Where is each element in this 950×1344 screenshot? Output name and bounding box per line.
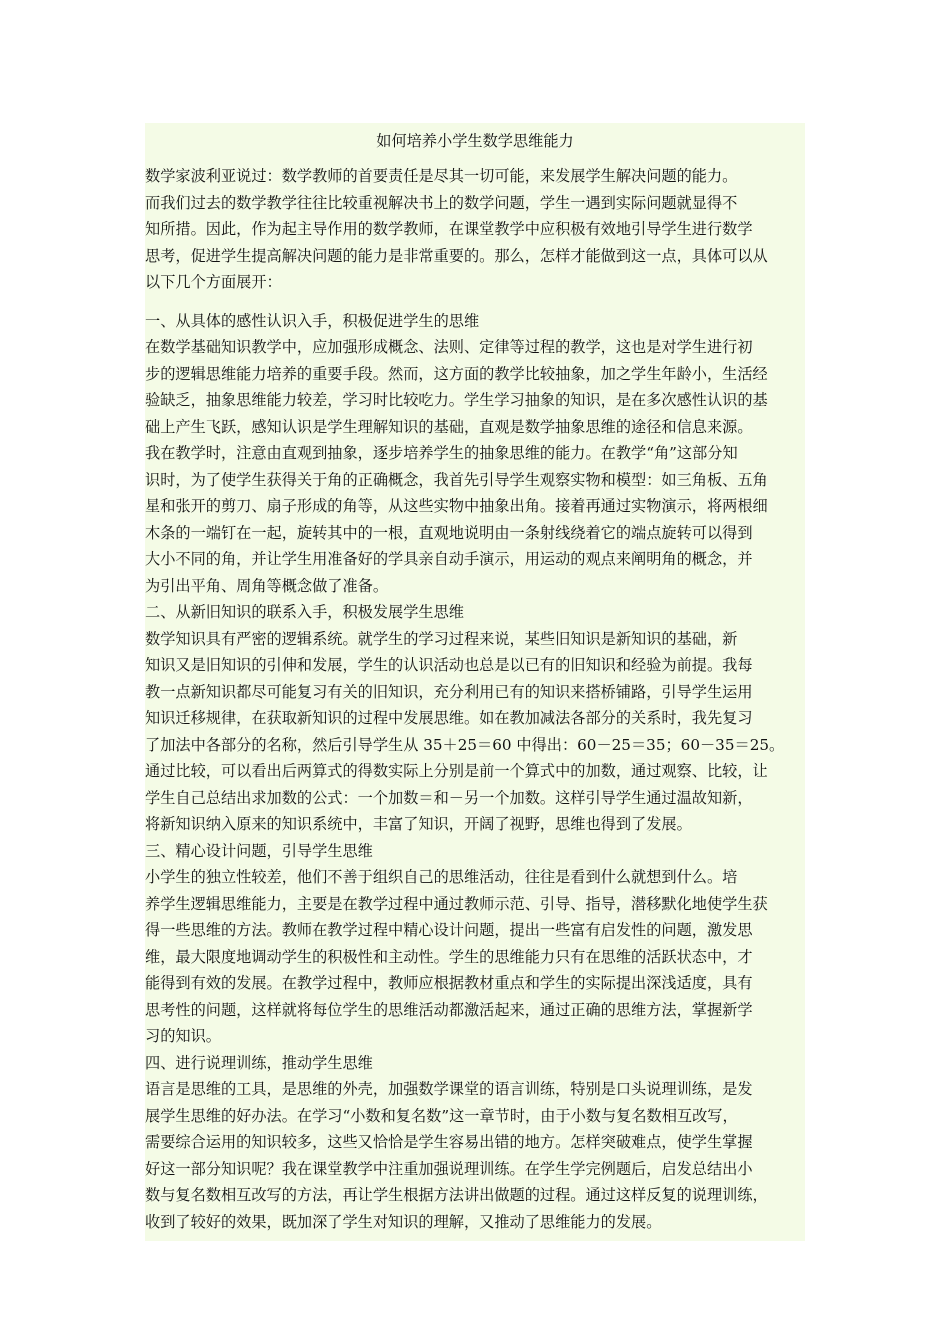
text-line: 好这一部分知识呢？我在课堂教学中注重加强说理训练。在学生学完例题后，启发总结出小 (145, 1159, 753, 1178)
text-line: 语言是思维的工具，是思维的外壳，加强数学课堂的语言训练，特别是口头说理训练，是发 (145, 1080, 753, 1098)
text-line: 了加法中各部分的名称，然后引导学生从 35＋25＝60 中得出：60－25＝35；60－35＝25。 (145, 735, 785, 754)
text-line: 数学知识具有严密的逻辑系统。就学生的学习过程来说，某些旧知识是新知识的基础，新 (145, 629, 738, 648)
text-line: 教一点新知识都尽可能复习有关的旧知识，充分利用已有的知识来搭桥铺路，引导学生运用 (145, 682, 753, 701)
article-body (145, 123, 805, 1241)
text-line: 通过比较，可以看出后两算式的得数实际上分别是前一个算式中的加数，通过观察、比较，让 (145, 762, 768, 780)
text-line: 一、从具体的感性认识入手，积极促进学生的思维 (145, 311, 480, 330)
text-line: 础上产生飞跃，感知认识是学生理解知识的基础，直观是数学抽象思维的途径和信息来源。 (145, 417, 753, 436)
paragraph (145, 864, 805, 1050)
text-line: 知识又是旧知识的引伸和发展，学生的认识活动也总是以已有的旧知识和经验为前提。我每 (145, 656, 753, 674)
section-heading (145, 599, 805, 626)
text-line: 星和张开的剪刀、扇子形成的角等，从这些实物中抽象出角。接着再通过实物演示，将两根细 (145, 497, 768, 515)
text-line: 养学生逻辑思维能力，主要是在教学过程中通过教师示范、引导、指导，潜移默化地使学生获 (145, 894, 768, 913)
article-content (145, 163, 805, 1235)
text-line: 我在教学时，注意由直观到抽象，逐步培养学生的抽象思维的能力。在教学“角”这部分知 (145, 444, 738, 462)
text-line: 将新知识纳入原来的知识系统中，丰富了知识，开阔了视野，思维也得到了发展。 (145, 815, 692, 833)
text-line: 而我们过去的数学教学往往比较重视解决书上的数学问题，学生一遇到实际问题就显得不 (145, 193, 738, 212)
section-heading (145, 1050, 805, 1077)
text-line: 四、进行说理训练，推动学生思维 (145, 1053, 373, 1072)
section-heading (145, 838, 805, 865)
text-line: 得一些思维的方法。教师在教学过程中精心设计问题，提出一些富有启发性的问题，激发思 (145, 921, 753, 939)
text-line: 展学生思维的好办法。在学习“小数和复名数”这一章节时，由于小数与复名数相互改写， (145, 1106, 738, 1125)
text-line: 识时，为了使学生获得关于角的正确概念，我首先引导学生观察实物和模型：如三角板、五角 (145, 470, 768, 489)
paragraph (145, 334, 805, 599)
text-line: 三、精心设计问题，引导学生思维 (145, 841, 373, 860)
text-line: 学生自己总结出求加数的公式：一个加数＝和－另一个加数。这样引导学生通过温故知新， (145, 788, 753, 807)
text-line: 需要综合运用的知识较多，这些又恰恰是学生容易出错的地方。怎样突破难点，使学生掌握 (145, 1133, 753, 1151)
text-line: 为引出平角、周角等概念做了准备。 (145, 576, 388, 595)
text-line: 思考，促进学生提高解决问题的能力是非常重要的。那么，怎样才能做到这一点，具体可以从 (145, 246, 768, 265)
section-heading (145, 308, 805, 335)
text-line: 知所措。因此，作为起主导作用的数学教师，在课堂教学中应积极有效地引导学生进行数学 (145, 220, 753, 238)
paragraph (145, 1076, 805, 1235)
text-line: 能得到有效的发展。在教学过程中，教师应根据教材重点和学生的实际提出深浅适度，具有 (145, 974, 753, 992)
text-line: 在数学基础知识教学中，应加强形成概念、法则、定律等过程的教学，这也是对学生进行初 (145, 338, 753, 356)
text-line: 数与复名数相互改写的方法，再让学生根据方法讲出做题的过程。通过这样反复的说理训练， (145, 1186, 768, 1204)
intro-paragraph (145, 163, 805, 296)
text-line: 步的逻辑思维能力培养的重要手段。然而，这方面的教学比较抽象，加之学生年龄小，生活经 (145, 364, 768, 383)
text-line: 大小不同的角，并让学生用准备好的学具亲自动手演示，用运动的观点来阐明角的概念，并 (145, 550, 753, 568)
paragraph (145, 626, 805, 838)
article-title: 如何培养小学生数学思维能力 (376, 132, 574, 150)
text-line: 验缺乏，抽象思维能力较差，学习时比较吃力。学生学习抽象的知识，是在多次感性认识的基 (145, 391, 768, 409)
text-line: 维，最大限度地调动学生的积极性和主动性。学生的思维能力只有在思维的活跃状态中，才 (145, 947, 753, 966)
text-line: 木条的一端钉在一起，旋转其中的一根，直观地说明由一条射线绕着它的端点旋转可以得到 (145, 523, 753, 542)
text-line: 小学生的独立性较差，他们不善于组织自己的思维活动，往往是看到什么就想到什么。培 (145, 868, 738, 886)
text-line: 数学家波利亚说过：数学教师的首要责任是尽其一切可能，来发展学生解决问题的能力。 (145, 167, 738, 185)
text-line: 知识迁移规律，在获取新知识的过程中发展思维。如在教加减法各部分的关系时，我先复习 (145, 709, 753, 727)
text-line: 以下几个方面展开： (145, 273, 282, 291)
text-line: 二、从新旧知识的联系入手，积极发展学生思维 (145, 603, 464, 621)
text-line: 收到了较好的效果，既加深了学生对知识的理解，又推动了思维能力的发展。 (145, 1212, 662, 1231)
text-line: 习的知识。 (145, 1027, 221, 1045)
text-line: 思考性的问题，这样就将每位学生的思维活动都激活起来，通过正确的思维方法，掌握新学 (145, 1000, 753, 1019)
